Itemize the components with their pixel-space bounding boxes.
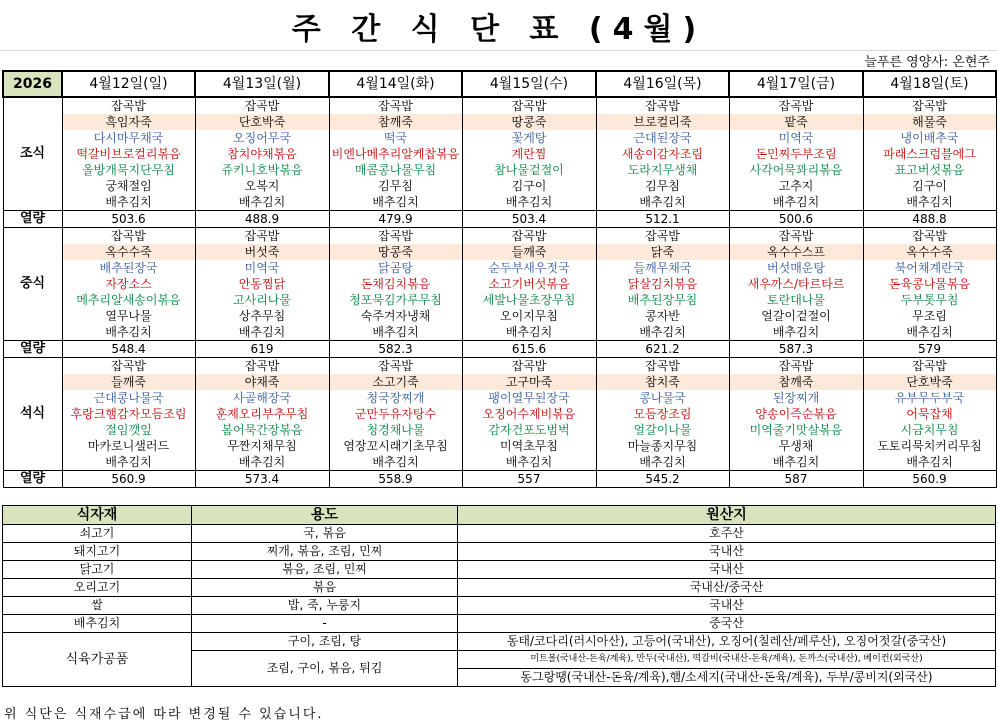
menu-item: 군만두유자탕수 <box>329 406 462 422</box>
menu-item: 참깨죽 <box>329 114 462 130</box>
menu-item: 얼갈이나물 <box>596 422 729 438</box>
menu-row <box>3 292 996 308</box>
menu-item: 상추무침 <box>195 308 329 324</box>
origin-origin: 국내산/중국산 <box>458 579 996 597</box>
kcal-row <box>3 471 996 488</box>
menu-row <box>3 146 996 162</box>
menu-item: 잡곡밥 <box>863 358 996 375</box>
menu-row <box>3 438 996 454</box>
menu-item: 잡곡밥 <box>462 358 596 375</box>
menu-item: 쥬키니호박볶음 <box>195 162 329 178</box>
menu-item: 콩자반 <box>596 308 729 324</box>
menu-item: 배추김치 <box>195 194 329 211</box>
origin-use: 찌개, 볶음, 조림, 민찌 <box>192 543 458 561</box>
menu-row <box>3 97 996 114</box>
menu-item: 사각어묵꽈리볶음 <box>729 162 863 178</box>
menu-item: 옥수수죽 <box>62 244 195 260</box>
menu-item: 잡곡밥 <box>462 228 596 245</box>
origin-table <box>2 505 996 687</box>
menu-item: 무생채 <box>729 438 863 454</box>
day-header: 4월16일(목) <box>596 71 729 97</box>
menu-item: 시금치무침 <box>863 422 996 438</box>
meal-label: 조식 <box>3 97 62 211</box>
kcal-row <box>3 341 996 358</box>
origin-use: 볶음 <box>192 579 458 597</box>
menu-item: 김무침 <box>596 178 729 194</box>
day-header: 4월14일(화) <box>329 71 462 97</box>
origin-origin: 동그랑땡(국내산-돈육/계육),햄/소세지(국내산-돈육/계육), 두부/콩비지(외국산) <box>458 669 996 687</box>
origin-origin: 중국산 <box>458 615 996 633</box>
menu-item: 궁채절임 <box>62 178 195 194</box>
menu-item: 양송이즉순볶음 <box>729 406 863 422</box>
menu-item: 북어채계란국 <box>863 260 996 276</box>
menu-item: 오복지 <box>195 178 329 194</box>
menu-item: 표고버섯볶음 <box>863 162 996 178</box>
menu-row <box>3 260 996 276</box>
menu-item: 버섯죽 <box>195 244 329 260</box>
kcal-value: 560.9 <box>863 471 996 488</box>
menu-item: 배추김치 <box>863 194 996 211</box>
kcal-value: 557 <box>462 471 596 488</box>
kcal-value: 560.9 <box>62 471 195 488</box>
menu-item: 잡곡밥 <box>863 97 996 114</box>
origin-header-item: 식자재 <box>3 506 192 525</box>
menu-item: 순두부새우젓국 <box>462 260 596 276</box>
menu-item: 브로컬리죽 <box>596 114 729 130</box>
menu-item: 배추김치 <box>329 454 462 471</box>
menu-item: 참치죽 <box>596 374 729 390</box>
kcal-value: 545.2 <box>596 471 729 488</box>
menu-item: 배추김치 <box>596 454 729 471</box>
menu-row <box>3 114 996 130</box>
menu-item: 감자건포도범벅 <box>462 422 596 438</box>
menu-item: 땅콩죽 <box>329 244 462 260</box>
nutritionist-label: 늘푸른 영양사: 온현주 <box>864 55 990 70</box>
kcal-value: 582.3 <box>329 341 462 358</box>
page-title: 주 간 식 단 표 (4월) <box>291 12 707 47</box>
menu-item: 김구이 <box>462 178 596 194</box>
menu-row <box>3 454 996 471</box>
kcal-row <box>3 211 996 228</box>
origin-use: 볶음, 조림, 민찌 <box>192 561 458 579</box>
menu-row <box>3 162 996 178</box>
origin-row <box>3 633 996 651</box>
menu-item: 안동찜닭 <box>195 276 329 292</box>
menu-row <box>3 244 996 260</box>
menu-item: 계란찜 <box>462 146 596 162</box>
origin-origin: 미트볼(국내산-돈육/계육), 만두(국내산), 떡갈비(국내산-돈육/계육), 돈까스(국내산), 베이컨(외국산) <box>458 651 996 669</box>
kcal-value: 615.6 <box>462 341 596 358</box>
menu-item: 돈채김치볶음 <box>329 276 462 292</box>
menu-item: 소고기버섯볶음 <box>462 276 596 292</box>
weekly-menu-table <box>2 70 997 488</box>
menu-item: 마카로니샐러드 <box>62 438 195 454</box>
menu-row <box>3 324 996 341</box>
day-header: 4월13일(월) <box>195 71 329 97</box>
menu-item: 봄어묵간장볶음 <box>195 422 329 438</box>
menu-item: 올방개묵지단무침 <box>62 162 195 178</box>
menu-item: 토란대나물 <box>729 292 863 308</box>
menu-item: 꽃게탕 <box>462 130 596 146</box>
menu-item: 된장찌개 <box>729 390 863 406</box>
menu-item: 들깨죽 <box>62 374 195 390</box>
header-row <box>3 71 996 97</box>
origin-origin: 호주산 <box>458 525 996 543</box>
menu-item: 염장꼬시래기초무침 <box>329 438 462 454</box>
menu-item: 야채죽 <box>195 374 329 390</box>
menu-item: 김구이 <box>863 178 996 194</box>
menu-item: 참깨죽 <box>729 374 863 390</box>
origin-row <box>3 525 996 543</box>
menu-item: 닭곰탕 <box>329 260 462 276</box>
menu-item: 미역국 <box>195 260 329 276</box>
menu-item: 배추김치 <box>729 324 863 341</box>
origin-use: 밥, 죽, 누룽지 <box>192 597 458 615</box>
origin-origin: 국내산 <box>458 543 996 561</box>
footnote: 위 식단은 식재수급에 따라 변경될 수 있습니다. <box>4 707 324 722</box>
menu-row <box>3 358 996 375</box>
origin-item: 오리고기 <box>3 579 192 597</box>
menu-item: 배추김치 <box>329 324 462 341</box>
menu-item: 잡곡밥 <box>62 358 195 375</box>
menu-item: 배추김치 <box>195 454 329 471</box>
kcal-value: 488.8 <box>863 211 996 228</box>
kcal-label: 열량 <box>3 341 62 358</box>
kcal-label: 열량 <box>3 211 62 228</box>
menu-item: 근대콩나물국 <box>62 390 195 406</box>
menu-item: 무조림 <box>863 308 996 324</box>
menu-item: 오이지무침 <box>462 308 596 324</box>
menu-item: 옥수수죽 <box>863 244 996 260</box>
kcal-value: 587.3 <box>729 341 863 358</box>
menu-item: 배추김치 <box>462 194 596 211</box>
menu-item: 절임깻잎 <box>62 422 195 438</box>
kcal-value: 503.4 <box>462 211 596 228</box>
menu-item: 참나물겉절이 <box>462 162 596 178</box>
title-divider <box>0 50 998 51</box>
menu-item: 김무침 <box>329 178 462 194</box>
menu-item: 고사리나물 <box>195 292 329 308</box>
menu-item: 닭살김치볶음 <box>596 276 729 292</box>
menu-row <box>3 406 996 422</box>
menu-item: 잡곡밥 <box>329 97 462 114</box>
menu-row <box>3 276 996 292</box>
menu-item: 매콤콩나물무침 <box>329 162 462 178</box>
menu-item: 잡곡밥 <box>62 228 195 245</box>
menu-item: 미역국 <box>729 130 863 146</box>
menu-item: 팽이열무된장국 <box>462 390 596 406</box>
origin-header-row <box>3 506 996 525</box>
origin-row <box>3 597 996 615</box>
origin-origin: 국내산 <box>458 597 996 615</box>
menu-item: 마늘종지무침 <box>596 438 729 454</box>
menu-item: 두부톳무침 <box>863 292 996 308</box>
menu-item: 무짠지채무침 <box>195 438 329 454</box>
menu-item: 땅콩죽 <box>462 114 596 130</box>
kcal-label: 열량 <box>3 471 62 488</box>
day-header: 4월15일(수) <box>462 71 596 97</box>
menu-item: 배추김치 <box>863 454 996 471</box>
origin-item: 닭고기 <box>3 561 192 579</box>
menu-item: 배추김치 <box>462 324 596 341</box>
menu-item: 떡국 <box>329 130 462 146</box>
meal-label: 중식 <box>3 228 62 341</box>
menu-row <box>3 178 996 194</box>
menu-row <box>3 422 996 438</box>
menu-item: 떡갈비브로컬리볶음 <box>62 146 195 162</box>
menu-item: 숙주겨자냉채 <box>329 308 462 324</box>
menu-item: 오징어무국 <box>195 130 329 146</box>
menu-row <box>3 130 996 146</box>
menu-item: 배추김치 <box>729 194 863 211</box>
menu-row <box>3 374 996 390</box>
menu-item: 청포묵김가루무침 <box>329 292 462 308</box>
menu-item: 잡곡밥 <box>462 97 596 114</box>
menu-item: 배추김치 <box>596 324 729 341</box>
origin-origin: 국내산 <box>458 561 996 579</box>
kcal-value: 479.9 <box>329 211 462 228</box>
origin-use: 구이, 조림, 탕 <box>192 633 458 651</box>
kcal-value: 548.4 <box>62 341 195 358</box>
menu-item: 옥수수스프 <box>729 244 863 260</box>
origin-item: 식육가공품 <box>3 633 192 687</box>
origin-row <box>3 615 996 633</box>
day-header: 4월12일(일) <box>62 71 195 97</box>
origin-row <box>3 579 996 597</box>
menu-item: 잡곡밥 <box>729 358 863 375</box>
year-cell: 2026 <box>3 71 62 97</box>
kcal-value: 488.9 <box>195 211 329 228</box>
menu-item: 팥죽 <box>729 114 863 130</box>
menu-item: 잡곡밥 <box>195 358 329 375</box>
menu-item: 배추김치 <box>62 454 195 471</box>
menu-item: 잡곡밥 <box>729 228 863 245</box>
menu-item: 버섯매운탕 <box>729 260 863 276</box>
menu-item: 비엔나메추리알케찹볶음 <box>329 146 462 162</box>
menu-item: 어묵잡채 <box>863 406 996 422</box>
menu-item: 청국장찌개 <box>329 390 462 406</box>
menu-item: 배추김치 <box>195 324 329 341</box>
menu-item: 유부무두부국 <box>863 390 996 406</box>
origin-use: 국, 볶음 <box>192 525 458 543</box>
menu-item: 잡곡밥 <box>863 228 996 245</box>
menu-item: 잡곡밥 <box>596 97 729 114</box>
menu-item: 파래스크럼블에그 <box>863 146 996 162</box>
menu-item: 세발나물초장무침 <box>462 292 596 308</box>
kcal-value: 579 <box>863 341 996 358</box>
origin-row <box>3 543 996 561</box>
menu-item: 새송이감자조림 <box>596 146 729 162</box>
menu-item: 훈제오리부추무침 <box>195 406 329 422</box>
origin-header-origin: 원산지 <box>458 506 996 525</box>
menu-item: 잡곡밥 <box>596 228 729 245</box>
menu-item: 닭죽 <box>596 244 729 260</box>
meal-label: 석식 <box>3 358 62 471</box>
menu-item: 잡곡밥 <box>195 97 329 114</box>
kcal-value: 587 <box>729 471 863 488</box>
day-header: 4월18일(토) <box>863 71 996 97</box>
origin-item: 돼지고기 <box>3 543 192 561</box>
menu-item: 열무나물 <box>62 308 195 324</box>
menu-item: 오징어수제비볶음 <box>462 406 596 422</box>
menu-row <box>3 308 996 324</box>
menu-item: 자장소스 <box>62 276 195 292</box>
menu-row <box>3 194 996 211</box>
menu-item: 참치야채볶음 <box>195 146 329 162</box>
menu-item: 얼갈이겉절이 <box>729 308 863 324</box>
kcal-value: 500.6 <box>729 211 863 228</box>
day-header: 4월17일(금) <box>729 71 863 97</box>
kcal-value: 512.1 <box>596 211 729 228</box>
kcal-value: 621.2 <box>596 341 729 358</box>
origin-item: 쌀 <box>3 597 192 615</box>
menu-item: 냉이배추국 <box>863 130 996 146</box>
kcal-value: 558.9 <box>329 471 462 488</box>
origin-use: 조림, 구이, 볶음, 튀김 <box>192 651 458 687</box>
menu-item: 해물죽 <box>863 114 996 130</box>
origin-origin: 동태/코다리(러시아산), 고등어(국내산), 오징어(칠레산/페루산), 오징어젓갈(중국산) <box>458 633 996 651</box>
menu-item: 고추지 <box>729 178 863 194</box>
origin-header-use: 용도 <box>192 506 458 525</box>
menu-item: 잡곡밥 <box>329 358 462 375</box>
menu-item: 고구마죽 <box>462 374 596 390</box>
menu-item: 잡곡밥 <box>729 97 863 114</box>
menu-item: 배추김치 <box>596 194 729 211</box>
menu-item: 단호박죽 <box>195 114 329 130</box>
origin-item: 배추김치 <box>3 615 192 633</box>
menu-item: 돈육콩나물볶음 <box>863 276 996 292</box>
menu-item: 잡곡밥 <box>329 228 462 245</box>
menu-item: 콩나물국 <box>596 390 729 406</box>
origin-use: - <box>192 615 458 633</box>
menu-row <box>3 390 996 406</box>
menu-item: 청경채나물 <box>329 422 462 438</box>
menu-item: 미역초무침 <box>462 438 596 454</box>
menu-item: 다시마무채국 <box>62 130 195 146</box>
menu-item: 도라지무생채 <box>596 162 729 178</box>
menu-item: 소고기죽 <box>329 374 462 390</box>
menu-row <box>3 228 996 245</box>
menu-item: 배추된장무침 <box>596 292 729 308</box>
kcal-value: 503.6 <box>62 211 195 228</box>
kcal-value: 573.4 <box>195 471 329 488</box>
menu-item: 배추된장국 <box>62 260 195 276</box>
menu-item: 단호박죽 <box>863 374 996 390</box>
menu-item: 근대된장국 <box>596 130 729 146</box>
menu-item: 들깨죽 <box>462 244 596 260</box>
menu-item: 잡곡밥 <box>596 358 729 375</box>
menu-item: 잡곡밥 <box>62 97 195 114</box>
menu-item: 새우까스/타르타르 <box>729 276 863 292</box>
menu-item: 배추김치 <box>62 324 195 341</box>
kcal-value: 619 <box>195 341 329 358</box>
menu-item: 배추김치 <box>863 324 996 341</box>
menu-item: 메추리알새송이볶음 <box>62 292 195 308</box>
menu-item: 후랑크햄감자모듬조림 <box>62 406 195 422</box>
menu-item: 모듬장조림 <box>596 406 729 422</box>
menu-item: 사골해장국 <box>195 390 329 406</box>
menu-item: 배추김치 <box>62 194 195 211</box>
origin-item: 쇠고기 <box>3 525 192 543</box>
menu-item: 배추김치 <box>462 454 596 471</box>
menu-item: 배추김치 <box>729 454 863 471</box>
menu-item: 잡곡밥 <box>195 228 329 245</box>
menu-item: 흑임자죽 <box>62 114 195 130</box>
menu-item: 들깨무채국 <box>596 260 729 276</box>
menu-item: 도토리묵치커리무침 <box>863 438 996 454</box>
menu-item: 돈민찌두부조림 <box>729 146 863 162</box>
menu-item: 미역줄기맛살볶음 <box>729 422 863 438</box>
origin-row <box>3 561 996 579</box>
menu-item: 배추김치 <box>329 194 462 211</box>
